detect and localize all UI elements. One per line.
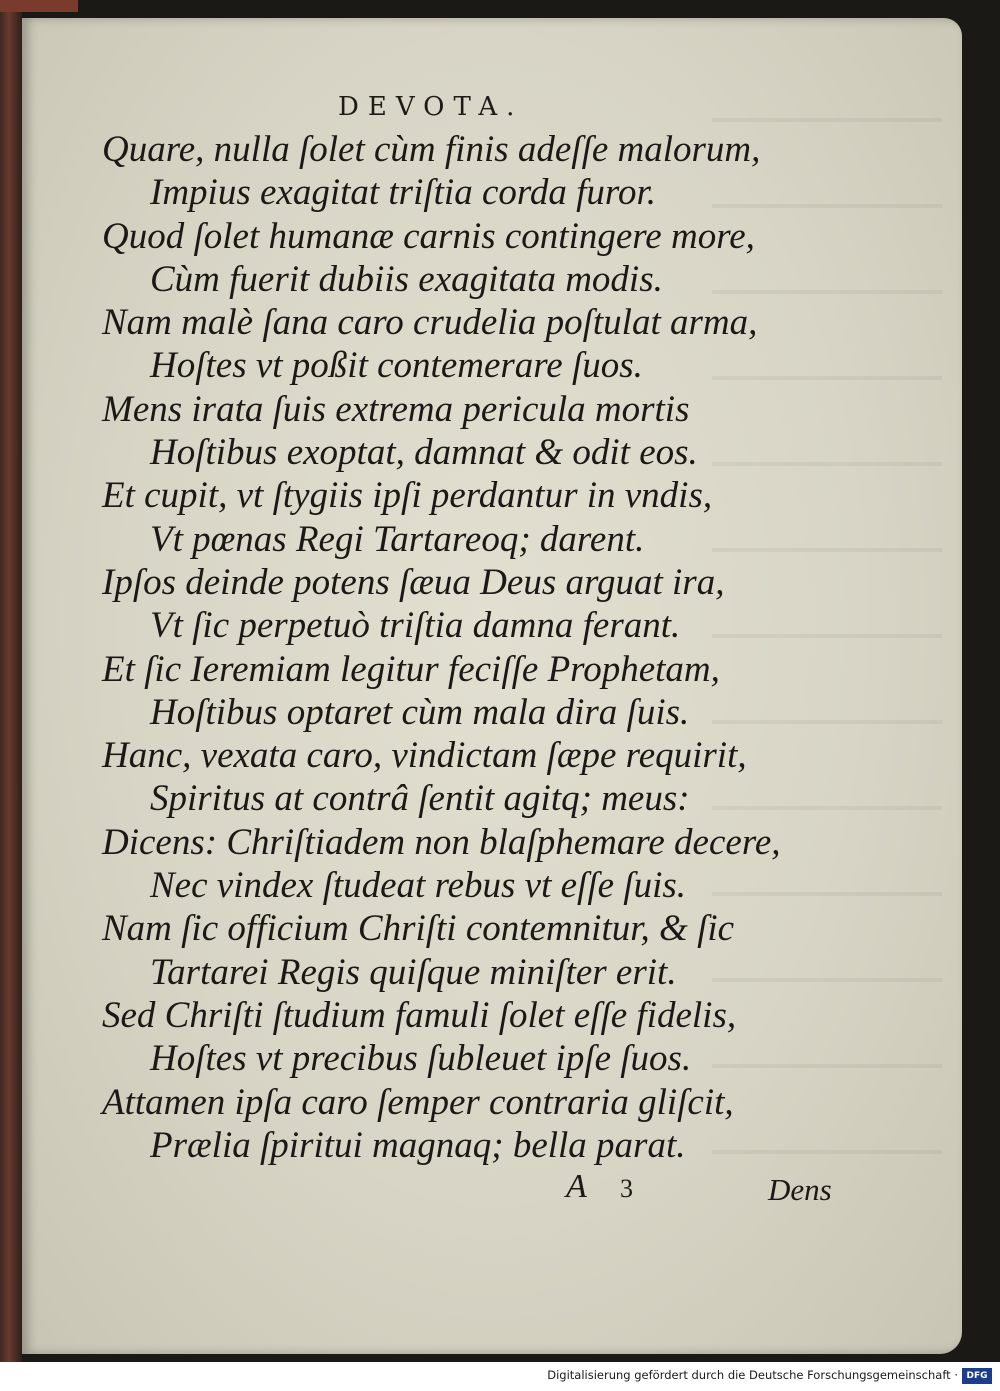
verse-block — [102, 128, 782, 1167]
catchword: Dens — [768, 1172, 832, 1207]
verse-line: Hoſtes vt precibus ſubleuet ipſe ſuos. — [150, 1038, 692, 1080]
dfg-logo-icon: DFG — [962, 1368, 992, 1384]
verse-line: Tartarei Regis quiſque miniſter erit. — [150, 951, 677, 993]
verse-line: Hoſtes vt poßit contemerare ſuos. — [150, 345, 643, 387]
credit-bar — [0, 1362, 1000, 1391]
verse-line: Spiritus at contrâ ſentit agitq; meus: — [150, 778, 690, 820]
signature-number: 3 — [620, 1174, 633, 1203]
signature-mark: A — [566, 1168, 587, 1205]
verse-line: Et ſic Ieremiam legitur feciſſe Prophetam, — [102, 648, 720, 690]
running-head: DEVOTA. — [338, 92, 524, 122]
verse-line: Attamen ipſa caro ſemper contraria gliſcit, — [102, 1081, 734, 1123]
verse-line: Vt pœnas Regi Tartareoq; darent. — [150, 518, 645, 560]
verse-line: Cùm fuerit dubiis exagitata modis. — [150, 258, 663, 300]
verse-line: Mens irata ſuis extrema pericula mortis — [102, 388, 690, 430]
funding-credit: Digitalisierung gefördert durch die Deutsche Forschungsgemeinschaft · — [547, 1368, 958, 1382]
verse-line: Impius exagitat triſtia corda furor. — [150, 172, 657, 214]
verse-line: Sed Chriſti ſtudium famuli ſolet eſſe fidelis, — [102, 994, 737, 1036]
verse-line: Nec vindex ſtudeat rebus vt eſſe ſuis. — [150, 865, 686, 907]
binding-spine — [0, 0, 22, 1362]
verse-line: Nam malè ſana caro crudelia poſtulat arma, — [102, 302, 758, 344]
verse-line: Dicens: Chriſtiadem non blaſphemare decere, — [102, 821, 781, 863]
verse-line: Et cupit, vt ſtygiis ipſi perdantur in vndis, — [102, 475, 713, 517]
verse-line: Nam ſic officium Chriſti contemnitur, & ſic — [102, 908, 735, 950]
verse-line: Hoſtibus exoptat, damnat & odit eos. — [150, 432, 698, 474]
verse-line: Ipſos deinde potens ſæua Deus arguat ira, — [102, 561, 725, 603]
verse-line: Hanc, vexata caro, vindictam ſæpe requirit, — [102, 735, 747, 777]
verse-line: Prælia ſpiritui magnaq; bella parat. — [150, 1124, 686, 1166]
verse-line: Quod ſolet humanæ carnis contingere more, — [102, 215, 755, 257]
verse-line: Vt ſic perpetuò triſtia damna ferant. — [150, 605, 681, 647]
verse-line: Quare, nulla ſolet cùm finis adeſſe malorum, — [102, 129, 761, 170]
binding-tab — [0, 0, 78, 12]
verse-line: Hoſtibus optaret cùm mala dira ſuis. — [150, 691, 690, 733]
